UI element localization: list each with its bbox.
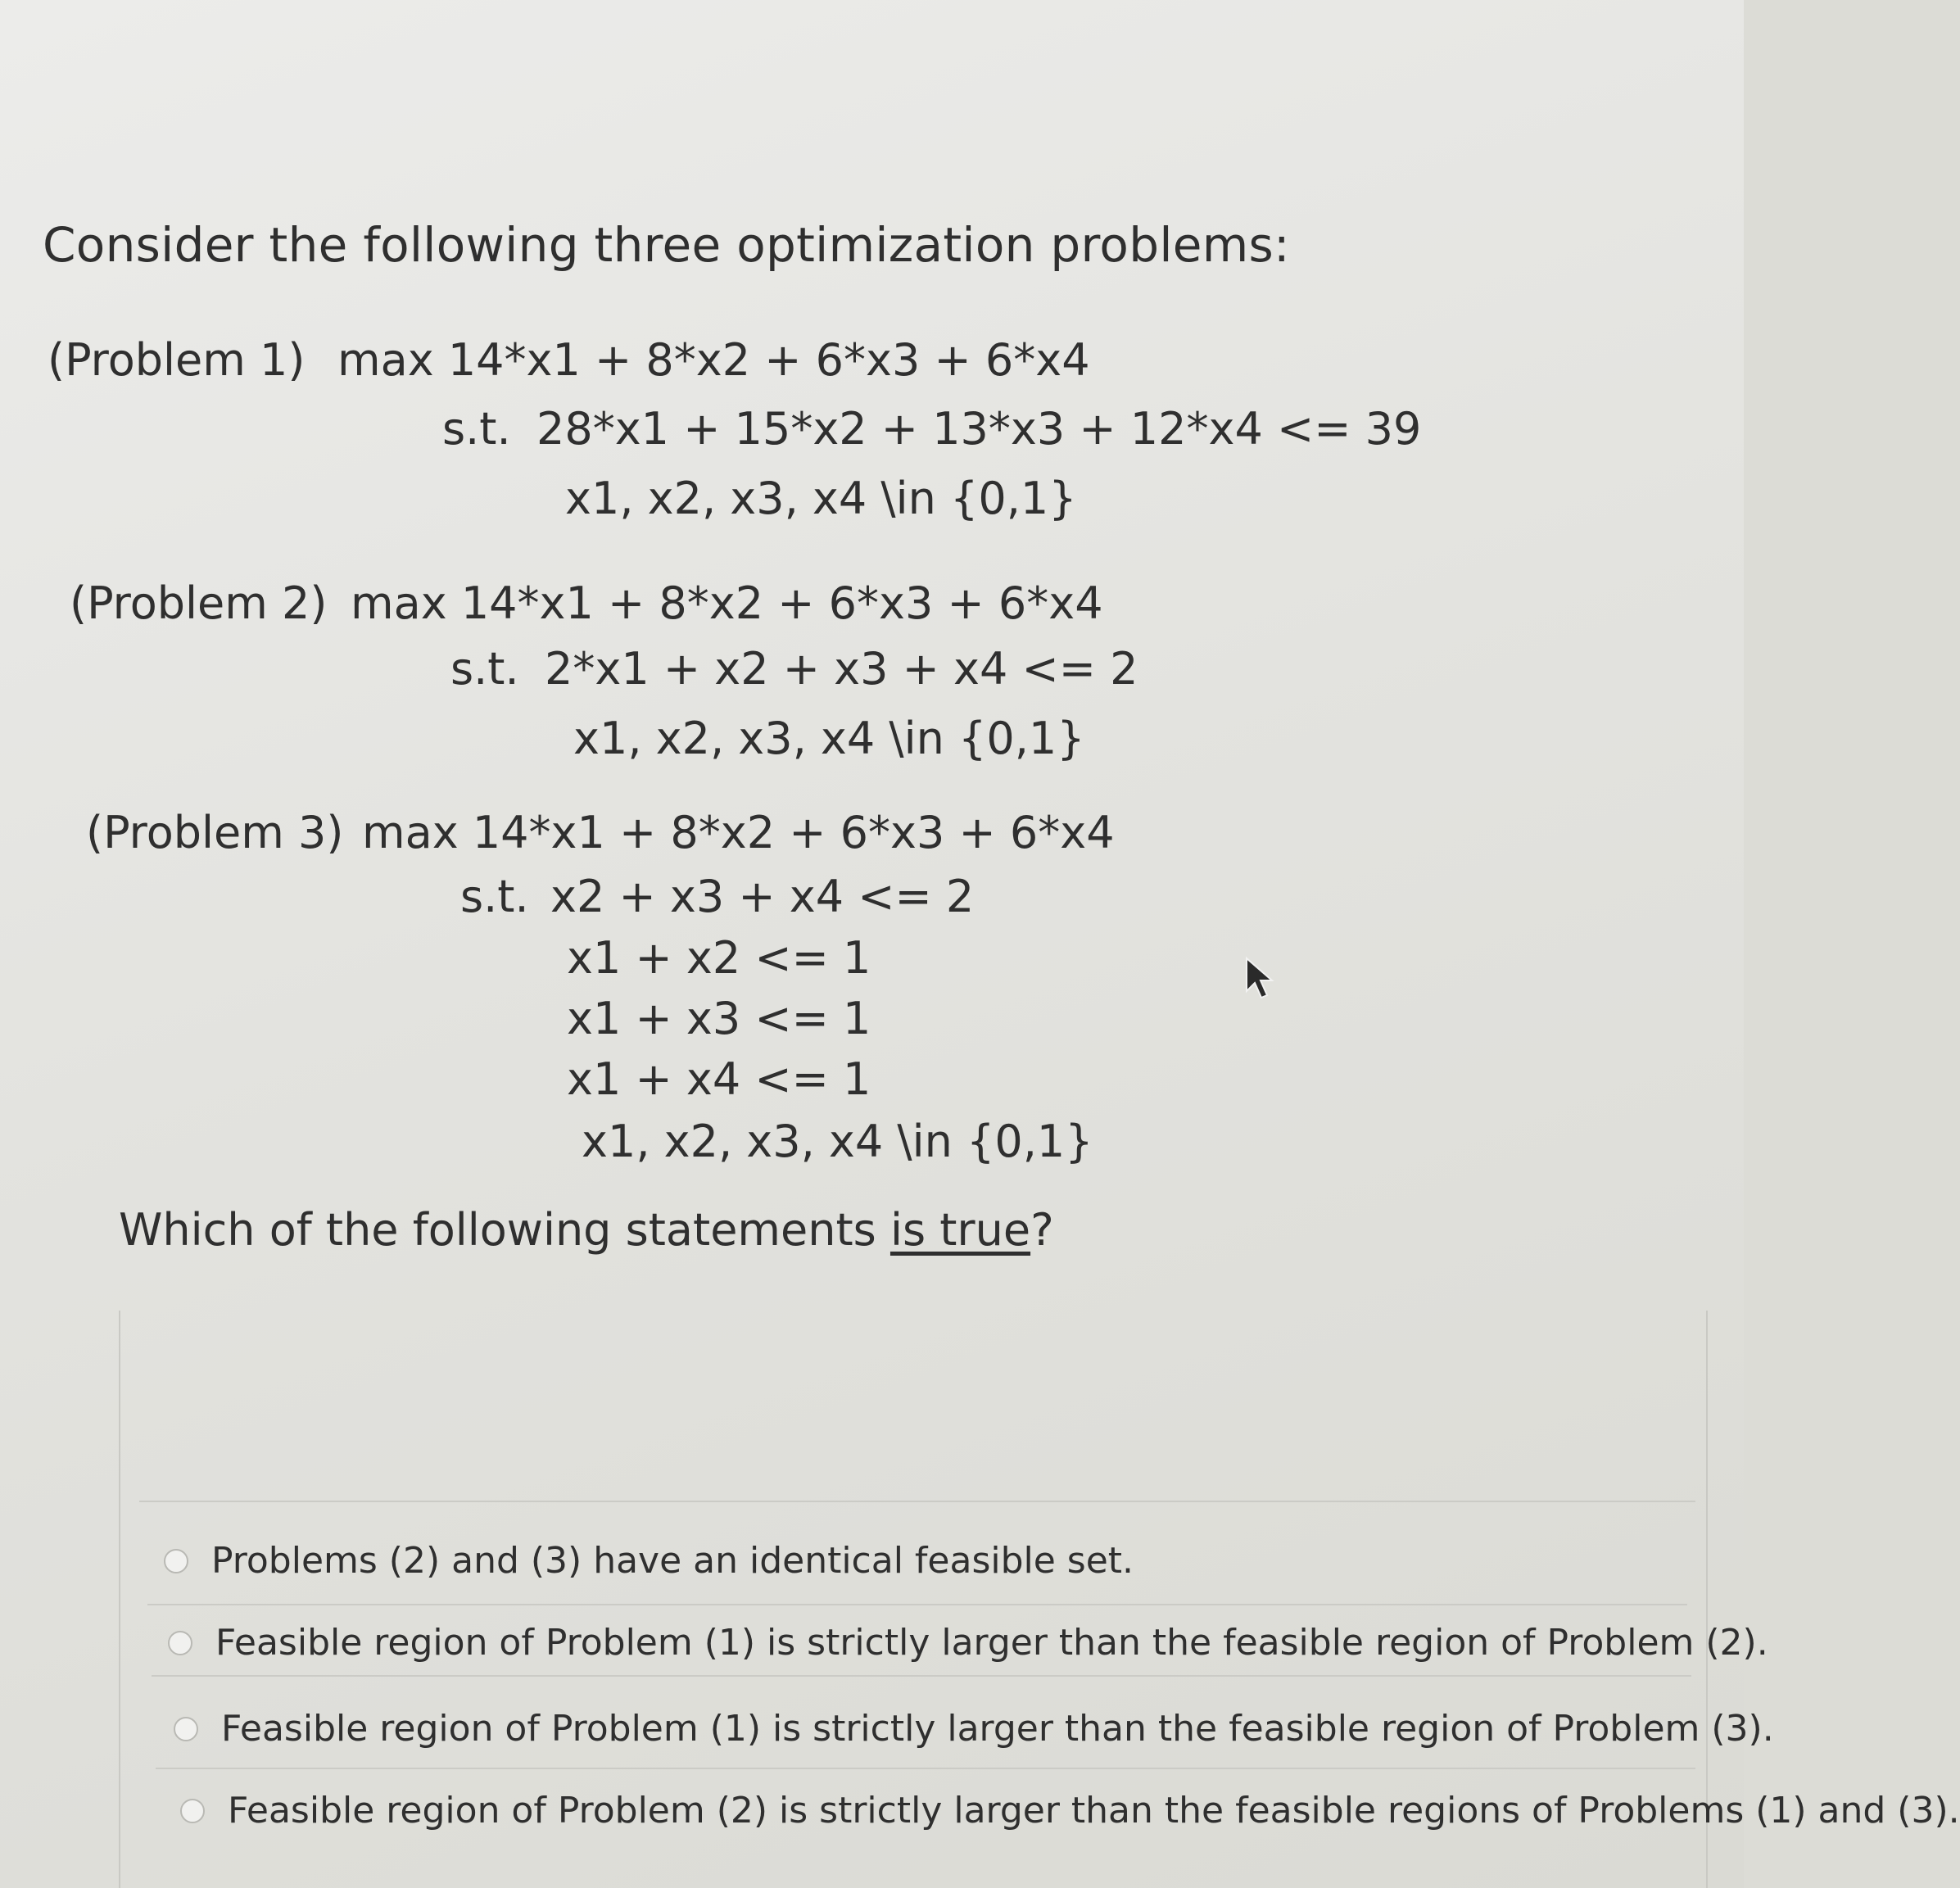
answer-option-3[interactable] [174, 1708, 1774, 1750]
question-intro: Consider the following three optimization problems: [43, 217, 1290, 273]
radio-button[interactable] [174, 1717, 198, 1741]
problem-1-st: s.t. [442, 403, 511, 455]
problem-3-label: (Problem 3) [86, 807, 344, 858]
problem-2-label: (Problem 2) [70, 577, 328, 629]
problem-3-constraint-5: x1, x2, x3, x4 \in {0,1} [582, 1116, 1093, 1167]
prompt-emphasis: is true [889, 1204, 1031, 1256]
option-divider [147, 1604, 1687, 1605]
mouse-cursor-icon [1243, 957, 1276, 1003]
prompt-text: Which of the following statements [119, 1204, 890, 1256]
answer-option-2[interactable] [168, 1622, 1768, 1664]
problem-1-constraint-1: 28*x1 + 15*x2 + 13*x3 + 12*x4 <= 39 [536, 403, 1422, 455]
problem-3-constraint-1: x2 + x3 + x4 <= 2 [550, 871, 975, 922]
problem-3-st: s.t. [460, 871, 529, 922]
option-label: Feasible region of Problem (1) is strictly larger than the feasible region of Problem (2). [215, 1622, 1768, 1664]
option-label: Feasible region of Problem (1) is strictly larger than the feasible region of Problem (3). [221, 1708, 1774, 1750]
option-divider [156, 1768, 1695, 1769]
problem-1-constraint-2: x1, x2, x3, x4 \in {0,1} [565, 473, 1077, 524]
problem-1-label: (Problem 1) [48, 334, 306, 386]
problem-2-constraint-2: x1, x2, x3, x4 \in {0,1} [573, 713, 1085, 764]
option-divider [152, 1675, 1691, 1677]
prompt-end: ? [1030, 1204, 1054, 1256]
problem-3-constraint-2: x1 + x2 <= 1 [567, 932, 871, 984]
problem-2-objective: max 14*x1 + 8*x2 + 6*x3 + 6*x4 [351, 577, 1103, 629]
radio-button[interactable] [180, 1799, 205, 1823]
problem-2-constraint-1: 2*x1 + x2 + x3 + x4 <= 2 [545, 643, 1138, 695]
problem-3-constraint-3: x1 + x3 <= 1 [567, 993, 871, 1044]
problem-1-objective: max 14*x1 + 8*x2 + 6*x3 + 6*x4 [337, 334, 1090, 386]
problem-3-objective: max 14*x1 + 8*x2 + 6*x3 + 6*x4 [362, 807, 1115, 858]
answer-option-1[interactable] [164, 1540, 1134, 1582]
problem-2-st: s.t. [450, 643, 519, 695]
option-divider [139, 1501, 1695, 1502]
problem-3-constraint-4: x1 + x4 <= 1 [567, 1053, 871, 1105]
option-label: Problems (2) and (3) have an identical feasible set. [211, 1540, 1134, 1582]
radio-button[interactable] [164, 1549, 188, 1573]
question-prompt [119, 1204, 1054, 1256]
answer-option-4[interactable] [180, 1790, 1960, 1831]
radio-button[interactable] [168, 1631, 192, 1655]
option-label: Feasible region of Problem (2) is strictly larger than the feasible regions of Problems (1) and (3). [228, 1790, 1960, 1831]
